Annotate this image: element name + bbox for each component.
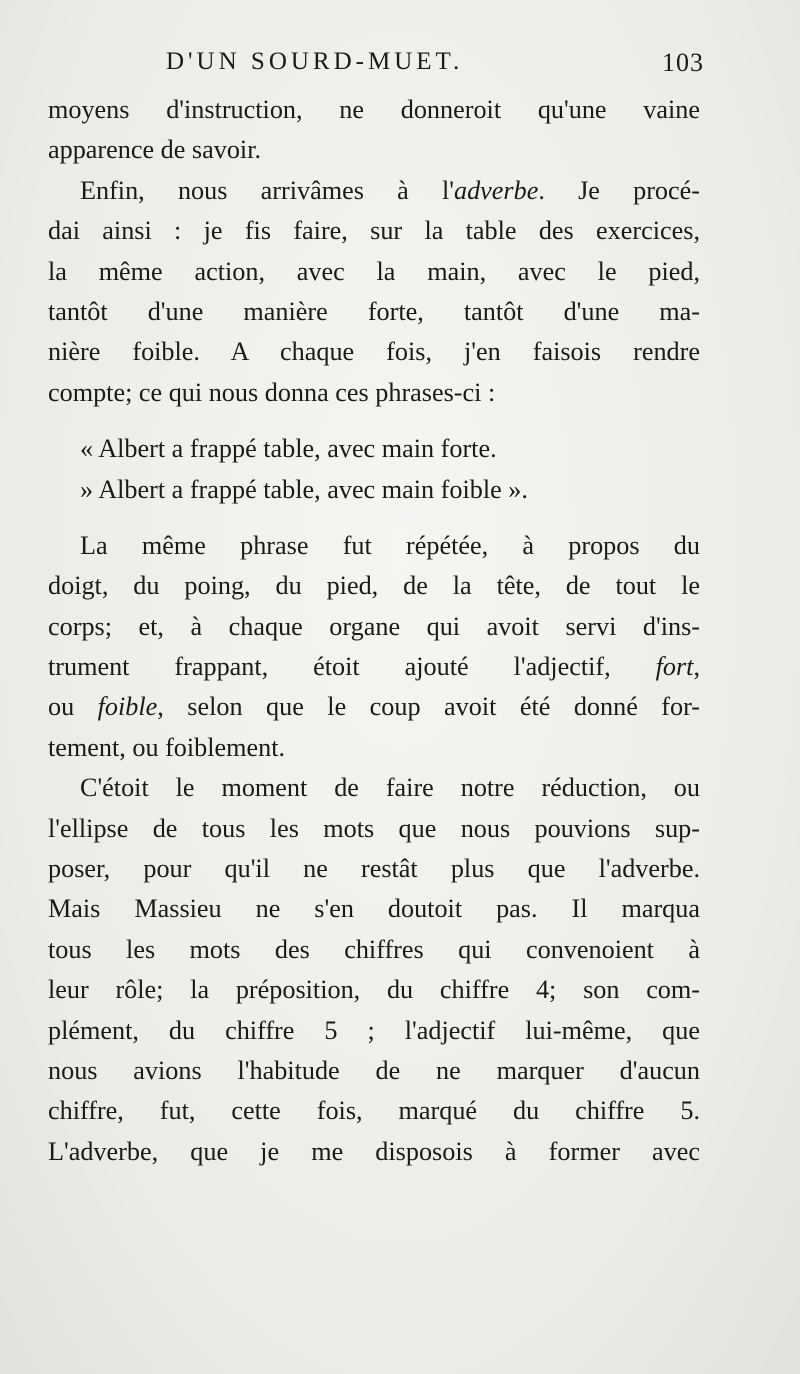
emphasis-foible: foible	[97, 692, 158, 722]
text-line: La même phrase fut répétée, à propos du	[80, 530, 700, 560]
spacer	[48, 510, 700, 526]
text-line: Mais Massieu ne s'en doutoit pas. Il marqua	[48, 894, 700, 924]
text-line: tous les mots des chiffres qui convenoient à	[48, 934, 700, 964]
text-line: poser, pour qu'il ne restât plus que l'adverbe.	[48, 854, 700, 884]
text-line: tantôt d'une manière forte, tantôt d'une ma-	[48, 296, 700, 326]
text-line: apparence de savoir.	[48, 135, 262, 165]
running-head	[48, 48, 704, 88]
paragraph-3	[48, 526, 700, 768]
text-line: doigt, du poing, du pied, de la tête, de tout le	[48, 571, 700, 601]
quotation	[48, 429, 700, 510]
text-line: L'adverbe, que je me disposois à former avec	[48, 1136, 700, 1166]
text-line: compte; ce qui nous donna ces phrases-ci :	[48, 377, 496, 407]
running-title: D'UN SOURD-MUET.	[166, 48, 464, 75]
text-line: ou foible, selon que le coup avoit été donné for-	[48, 692, 701, 722]
text-line: tement, ou foiblement.	[48, 732, 286, 762]
text-line: trument frappant, étoit ajouté l'adjectif, fort,	[48, 652, 700, 682]
text-line: leur rôle; la préposition, du chiffre 4; son com-	[48, 975, 700, 1005]
text-line: plément, du chiffre 5 ; l'adjectif lui-même, que	[48, 1015, 700, 1045]
quote-line: « Albert a frappé table, avec main forte.	[80, 434, 497, 464]
text-line: la même action, avec la main, avec le pied,	[48, 256, 700, 286]
paragraph-2	[48, 171, 700, 413]
paragraph-4	[48, 768, 700, 1172]
text-line: nière foible. A chaque fois, j'en faisois rendre	[48, 337, 700, 367]
text-line: l'ellipse de tous les mots que nous pouvions sup-	[48, 813, 700, 843]
text-line: nous avions l'habitude de ne marquer d'aucun	[48, 1055, 700, 1085]
page-number: 103	[662, 48, 704, 77]
text-line: Enfin, nous arrivâmes à l'adverbe. Je procé-	[80, 175, 700, 205]
paragraph-1	[48, 90, 700, 171]
spacer	[48, 413, 700, 429]
text-line: C'étoit le moment de faire notre réduction, ou	[80, 773, 700, 803]
body-text	[48, 90, 700, 1172]
emphasis-fort: fort	[655, 652, 694, 682]
text-line: chiffre, fut, cette fois, marqué du chiffre 5.	[48, 1096, 700, 1126]
text-line: dai ainsi : je fis faire, sur la table des exercices,	[48, 216, 700, 246]
text-line: moyens d'instruction, ne donneroit qu'une vaine	[48, 95, 700, 124]
emphasis-adverbe: adverbe	[453, 175, 539, 205]
quote-line: » Albert a frappé table, avec main foible ».	[80, 474, 528, 504]
text-line: corps; et, à chaque organe qui avoit servi d'ins-	[48, 611, 700, 641]
